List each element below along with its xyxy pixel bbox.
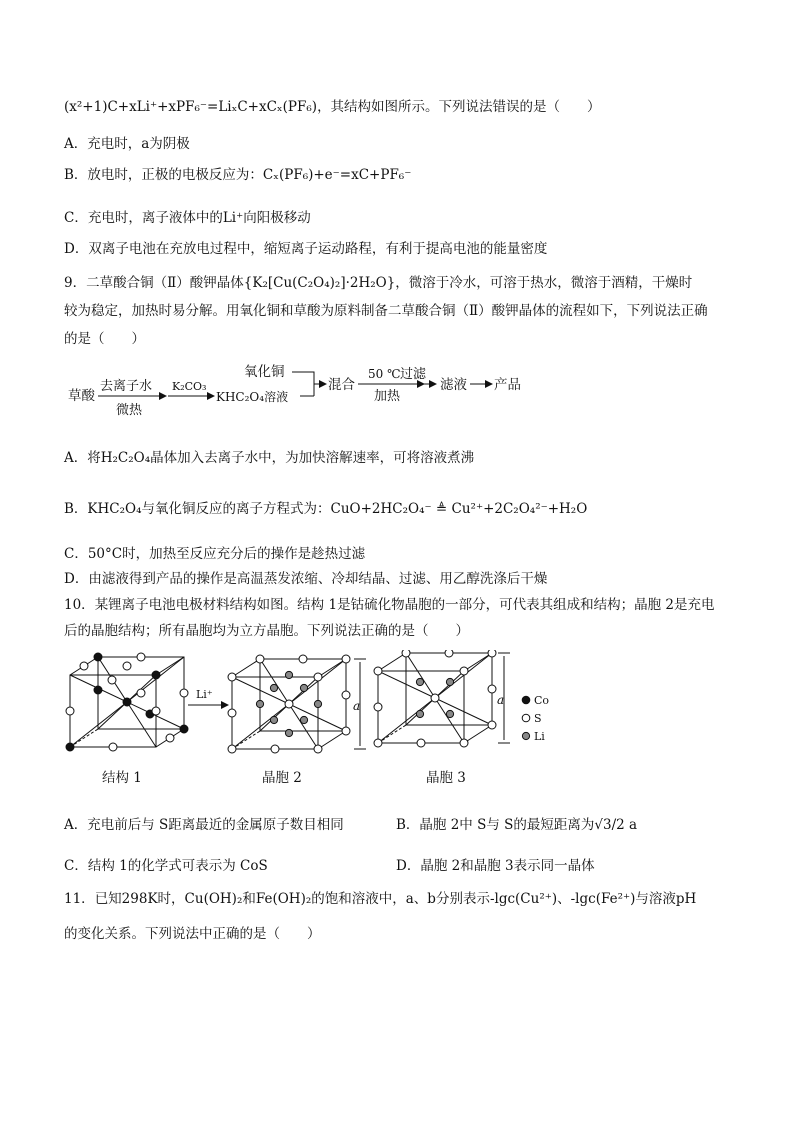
cell-2-dimension-label: a <box>353 699 361 713</box>
flow-start: 草酸 <box>68 388 95 404</box>
option-text: 晶胞 2中 S与 S的最短距离为√3/2 a <box>419 817 638 833</box>
flow-step1-bottom: 微热 <box>116 403 143 418</box>
q9-stem-line2 <box>64 302 708 320</box>
question-number: 9． <box>64 275 87 291</box>
option-label: D． <box>396 858 421 874</box>
q8-equation: (x²+1)C+xLi⁺+xPF₆⁻=LiₓC+xCₓ(PF₆) <box>64 99 318 115</box>
flow-temp: 50 ℃ <box>368 367 401 381</box>
flow-product: 产品 <box>494 377 521 393</box>
option-label: B． <box>64 167 88 183</box>
option-text: 充电时，离子液体中的Li⁺向阳极移动 <box>87 210 311 226</box>
flow-reagent: K₂CO₃ <box>172 380 207 393</box>
option-text: KHC₂O₄与氧化铜反应的离子方程式为：CuO+2HC₂O₄⁻ ≜ Cu²⁺+2C₂O₄²⁻+H₂O <box>87 501 588 517</box>
caption-structure-1: 结构 1 <box>102 770 142 786</box>
option-text: 充电时，a为阴极 <box>87 136 190 152</box>
li-arrow-label: Li⁺ <box>196 688 213 701</box>
q9-option-a <box>64 449 474 467</box>
q9-text: 较为稳定，加热时易分解。用氧化铜和草酸为原料制备二草酸合铜（Ⅱ）酸钾晶体的流程如下，下列说法正确 <box>64 303 708 319</box>
flow-mix: 混合 <box>328 377 355 393</box>
q10-option-b <box>396 816 637 834</box>
option-text: 晶胞 2和晶胞 3表示同一晶体 <box>420 858 595 874</box>
legend-li: Li <box>534 730 545 743</box>
q10-stem-line2 <box>64 622 469 640</box>
q11-text: 已知298K时，Cu(OH)₂和Fe(OH)₂的饱和溶液中，a、b分别表示-lgc(Cu²⁺)、-lgc(Fe²⁺)与溶液pH <box>94 891 697 907</box>
legend-s: S <box>534 712 542 725</box>
q10-option-a <box>64 816 344 834</box>
q8-stem-tail <box>64 98 601 116</box>
option-label: A． <box>64 450 88 466</box>
option-label: B． <box>64 501 88 517</box>
q10-option-d <box>396 857 595 875</box>
option-label: D． <box>64 571 89 587</box>
q8-option-a <box>64 135 190 153</box>
q11-text: 的变化关系。下列说法中正确的是（ ） <box>64 926 321 942</box>
caption-cell-3: 晶胞 3 <box>426 770 466 786</box>
legend-co: Co <box>534 694 550 707</box>
q10-option-c <box>64 857 268 875</box>
option-text: 双离子电池在充放电过程中，缩短离子运动路程，有利于提高电池的能量密度 <box>88 241 548 257</box>
option-text: 充电前后与 S距离最近的金属原子数目相同 <box>87 817 344 833</box>
q10-text: 后的晶胞结构；所有晶胞均为立方晶胞。下列说法正确的是（ ） <box>64 623 469 639</box>
flow-filtrate: 滤液 <box>440 377 467 393</box>
option-label: A． <box>64 817 88 833</box>
option-text: 放电时，正极的电极反应为：Cₓ(PF₆)+e⁻=xC+PF₆⁻ <box>87 167 412 183</box>
option-text: 50°C时，加热至反应充分后的操作是趁热过滤 <box>87 546 366 562</box>
q9-stem-line3 <box>64 330 145 348</box>
option-label: C． <box>64 210 88 226</box>
option-text: 将H₂C₂O₄晶体加入去离子水中，为加快溶解速率，可将溶液煮沸 <box>87 450 475 466</box>
q8-option-c <box>64 209 311 227</box>
option-label: D． <box>64 241 89 257</box>
q9-flowchart <box>64 358 544 420</box>
q8-stem-text: ，其结构如图所示。下列说法错误的是（ ） <box>317 99 601 115</box>
co-legend-icon <box>522 696 530 704</box>
li-legend-icon <box>522 732 529 739</box>
q9-option-d <box>64 570 547 588</box>
option-text: 结构 1的化学式可表示为 CoS <box>87 858 268 874</box>
q11-stem-line2 <box>64 925 321 943</box>
flow-join-top <box>292 372 314 396</box>
q8-option-b <box>64 166 411 184</box>
q9-text: 的是（ ） <box>64 331 145 347</box>
option-label: C． <box>64 858 88 874</box>
flow-intermediate: KHC₂O₄溶液 <box>216 390 289 404</box>
caption-cell-2: 晶胞 2 <box>262 770 302 786</box>
option-text: 由滤液得到产品的操作是高温蒸发浓缩、冷却结晶、过滤、用乙醇洗涤后干燥 <box>88 571 548 587</box>
q9-option-b <box>64 500 587 518</box>
option-label: C． <box>64 546 88 562</box>
option-label: B． <box>396 817 420 833</box>
option-label: A． <box>64 136 88 152</box>
q10-crystal-figure <box>60 650 580 790</box>
q9-stem-line1 <box>64 274 692 292</box>
cell-3-dimension-label: a <box>497 693 505 707</box>
flow-step1-top: 去离子水 <box>100 379 153 394</box>
q8-option-d <box>64 240 547 258</box>
flow-heat: 加热 <box>374 389 401 404</box>
question-number: 11． <box>64 891 95 907</box>
q10-text: 某锂离子电池电极材料结构如图。结构 1是钴硫化物晶胞的一部分，可代表其组成和结构；晶胞 2是充电 <box>94 597 715 613</box>
q9-text: 二草酸合铜（Ⅱ）酸钾晶体{K₂[Cu(C₂O₄)₂]·2H₂O}，微溶于冷水，可溶于热水，微溶于酒精，干燥时 <box>86 275 693 291</box>
q10-stem-line1 <box>64 596 714 614</box>
q11-stem-line1 <box>64 890 696 908</box>
s-legend-icon <box>522 714 530 722</box>
question-number: 10． <box>64 597 95 613</box>
atom-legend <box>522 694 549 743</box>
q9-option-c <box>64 545 365 563</box>
flow-filter: 过滤 <box>400 367 427 382</box>
flow-copper-oxide: 氧化铜 <box>244 364 285 380</box>
